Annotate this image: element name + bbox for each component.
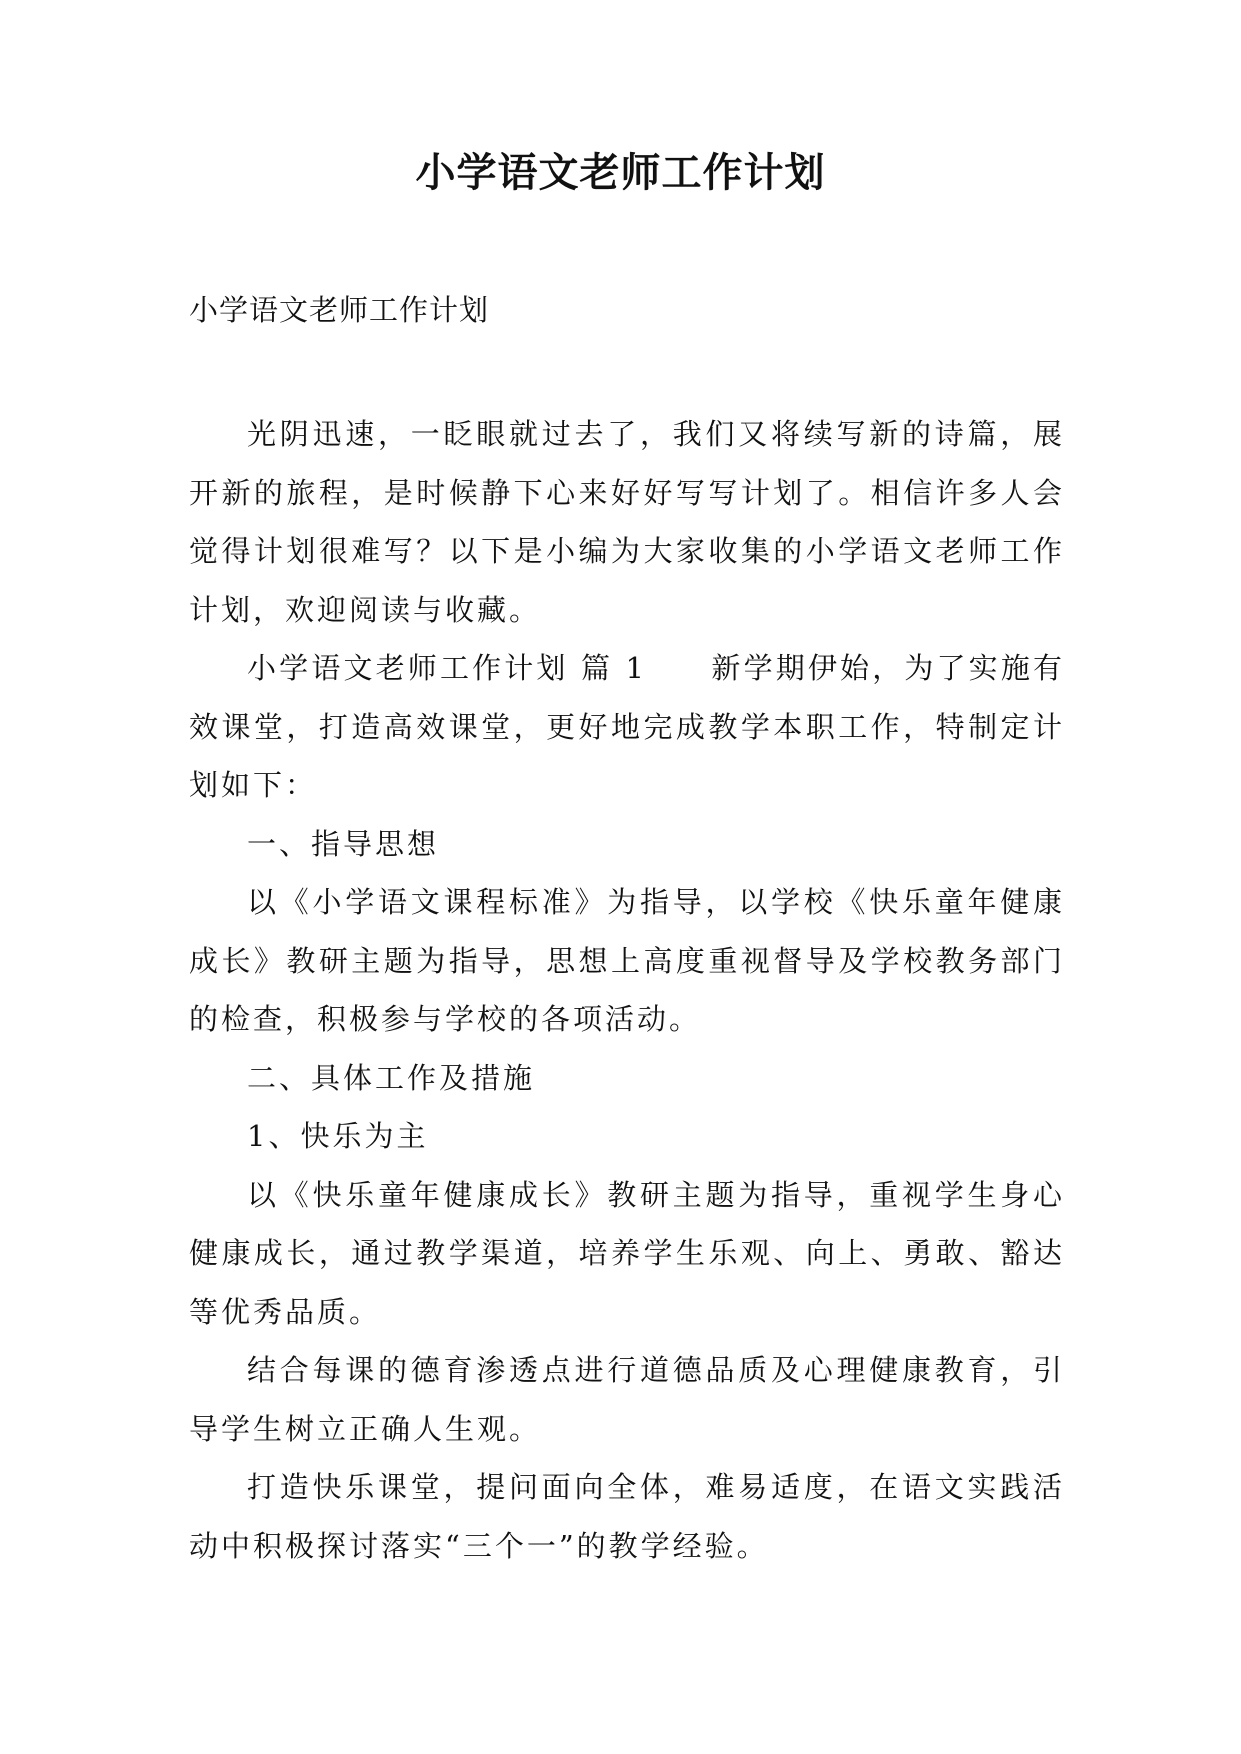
paragraph-happiness: 以《快乐童年健康成长》教研主题为指导，重视学生身心健康成长，通过教学渠道，培养学生乐观、向上、勇敢、豁达等优秀品质。: [189, 1177, 1065, 1329]
paragraph-intro: 光阴迅速，一眨眼就过去了，我们又将续写新的诗篇，展开新的旅程，是时候静下心来好好写写计划了。相信许多人会觉得计划很难写？以下是小编为大家收集的小学语文老师工作计划，欢迎阅读与收藏。: [189, 417, 1065, 627]
heading-work-measures: 二、具体工作及措施: [247, 1060, 536, 1095]
heading-happiness-first: 1、快乐为主: [247, 1119, 429, 1153]
paragraph-moral-education: 结合每课的德育渗透点进行道德品质及心理健康教育，引导学生树立正确人生观。: [189, 1353, 1065, 1446]
document-body: [189, 405, 1065, 1575]
paragraph-happy-classroom: 打造快乐课堂，提问面向全体，难易适度，在语文实践活动中积极探讨落实“三个一”的教学经验。: [189, 1470, 1065, 1563]
paragraph-guiding-thought: 以《小学语文课程标准》为指导，以学校《快乐童年健康成长》教研主题为指导，思想上高度重视督导及学校教务部门的检查，积极参与学校的各项活动。: [189, 885, 1065, 1036]
paragraph-section-1-intro: 小学语文老师工作计划 篇 1 新学期伊始，为了实施有效课堂，打造高效课堂，更好地完成教学本职工作，特制定计划如下：: [189, 651, 1065, 802]
document-title: 小学语文老师工作计划: [415, 149, 826, 196]
document-subtitle: 小学语文老师工作计划: [189, 293, 490, 327]
heading-guiding-thought: 一、指导思想: [247, 826, 440, 861]
